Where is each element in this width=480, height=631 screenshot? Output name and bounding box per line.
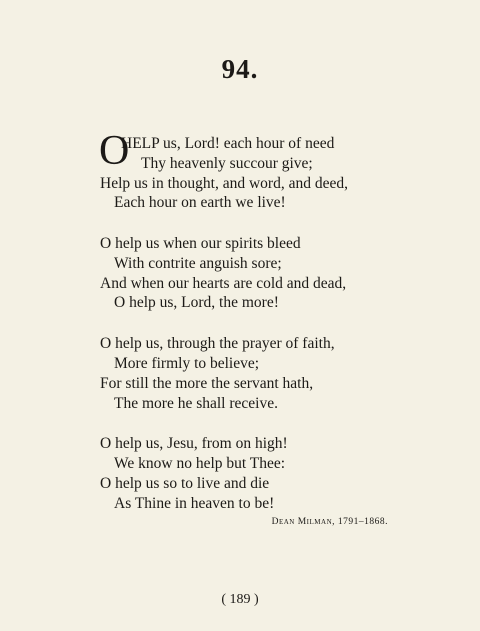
attribution-name: Dean Milman,: [271, 517, 335, 527]
stanza-1-line-4: Each hour on earth we live!: [114, 194, 286, 211]
stanza-4-line-2: We know no help but Thee:: [114, 455, 286, 472]
stanza-1-line-2: Thy heavenly succour give;: [141, 155, 313, 172]
stanza-4-line-3: O help us so to live and die: [100, 475, 270, 492]
stanza-1-line-1: HELP us, Lord! each hour of need: [121, 135, 335, 152]
stanza-2-line-3: And when our hearts are cold and dead,: [100, 275, 347, 292]
stanza-2-line-1: O help us when our spirits bleed: [100, 235, 301, 252]
stanza-3-line-4: The more he shall receive.: [114, 395, 278, 412]
page-number: ( 189 ): [221, 592, 259, 607]
stanza-4-line-1: O help us, Jesu, from on high!: [100, 435, 288, 452]
stanza-3-line-2: More firmly to believe;: [114, 355, 260, 372]
stanza-1-line-3: Help us in thought, and word, and deed,: [100, 175, 348, 192]
stanza-3-line-1: O help us, through the prayer of faith,: [100, 335, 335, 352]
stanza-2-line-2: With contrite anguish sore;: [114, 255, 282, 272]
drop-cap: O: [99, 128, 130, 174]
stanza-2-line-4: O help us, Lord, the more!: [114, 294, 279, 311]
stanza-3-line-3: For still the more the servant hath,: [100, 375, 314, 392]
attribution: [272, 517, 388, 527]
stanza-4-line-4: As Thine in heaven to be!: [114, 495, 275, 512]
attribution-dates: 1791–1868.: [337, 517, 388, 527]
hymn-number: 94.: [221, 54, 259, 84]
